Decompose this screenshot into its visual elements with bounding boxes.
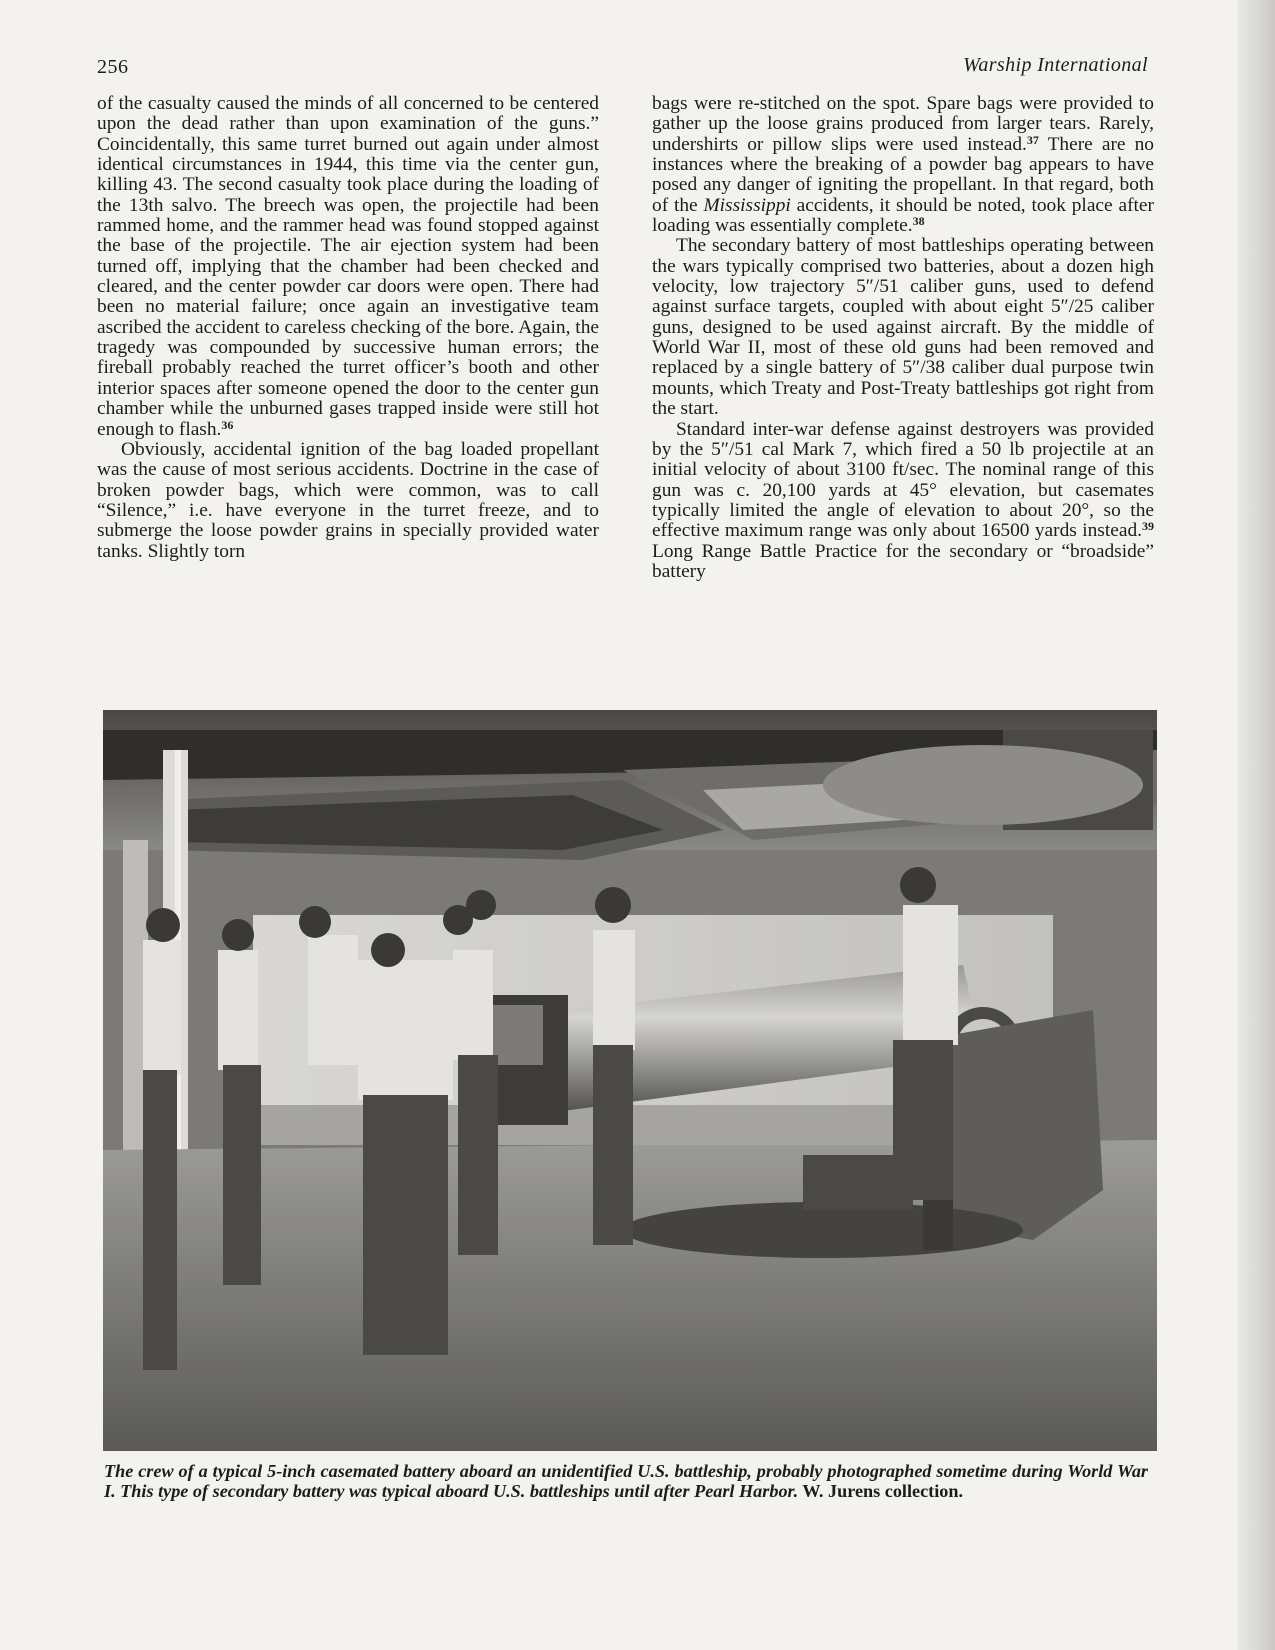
body-text: Long Range Battle Practice for the secondary or “broadside” battery <box>652 540 1154 582</box>
photo-credit: W. Jurens collection. <box>798 1481 964 1502</box>
figure-caption <box>104 1461 1148 1502</box>
journal-title: Warship International <box>963 54 1148 76</box>
footnote-marker: 38 <box>912 214 925 229</box>
body-text: of the casualty caused the minds of all concerned to be centered upon the dead rather than upon examination of the guns.” Coincidentally, this same turret burned out again under almost identical circumstances in 1944, this time via the center gun, killing 43. The second casualty took place during the loading of the 13th salvo. The breech was open, the projectile had been rammed home, and the rammer head was found stopped against the base of the projectile. The air ejection system had been turned off, implying that the chamber had been checked and cleared, and the center powder car doors were open. There had been no material failure; once again an investigative team ascribed the accident to careless checking of the bore. Again, the tragedy was compounded by successive human errors; the fireball probably reached the turret officer’s booth and other interior spaces after someone opened the door to the center gun chamber while the unburned gases trapped inside were still hot enough to flash. <box>97 93 599 440</box>
left-column-paragraph <box>97 440 599 562</box>
body-text: Mississippi <box>703 194 791 216</box>
right-text-column <box>652 94 1154 582</box>
right-column-paragraph <box>652 94 1154 236</box>
body-text: Obviously, accidental ignition of the bag loaded propellant was the cause of most serious accidents. Doctrine in the case of broken powder bags, which were common, was to call “Silence,” i.e. have everyone in the turret freeze, and to submerge the loose powder grains in specially provided water tanks. Slightly torn <box>97 438 599 562</box>
battleship-crew-photograph <box>103 710 1157 1451</box>
footnote-marker: 39 <box>1142 519 1154 534</box>
body-text: The secondary battery of most battleships operating between the wars typically comprised two batteries, about a dozen high velocity, low trajectory 5″/51 caliber guns, used to defend against surface targets, coupled with about eight 5″/25 caliber guns, designed to be used against aircraft. By the middle of World War II, most of these old guns had been removed and replaced by a single battery of 5″/38 caliber dual purpose twin mounts, which Treaty and Post-Treaty battleships got right from the start. <box>652 235 1154 420</box>
left-column-paragraph <box>97 94 599 440</box>
caption-text: The crew of a typical 5-inch casemated battery aboard an unidentified U.S. battleship, probably photographed sometime during World War I. This type of secondary battery was typical aboard U.S. battleships until after Pearl Harbor. <box>104 1461 1148 1502</box>
right-column-paragraph <box>652 420 1154 583</box>
right-column-paragraph <box>652 236 1154 419</box>
body-text: bags were re-stitched on the spot. Spare bags were provided to gather up the loose grains produced from larger tears. Rarely, undershirts or pillow slips were used instead. <box>652 93 1154 155</box>
footnote-marker: 36 <box>221 417 234 432</box>
body-text: accidents, it should be noted, took place after loading was essentially complete. <box>652 194 1154 237</box>
page-number: 256 <box>97 56 129 78</box>
left-text-column <box>97 94 599 562</box>
footnote-marker: 37 <box>1026 132 1039 147</box>
body-text: Standard inter-war defense against destroyers was provided by the 5″/51 cal Mark 7, which fired a 50 lb projectile at an initial velocity of about 3100 ft/sec. The nominal range of this gun was c. 20,100 yards at 45° elevation, but casemates typically limited the angle of elevation to about 20°, so the effective maximum range was only about 16500 yards instead. <box>652 418 1154 542</box>
body-text: There are no instances where the breaking of a powder bag appears to have posed any danger of igniting the propellant. In that regard, both of the <box>652 133 1154 216</box>
casemate-gun-crew-image <box>103 710 1157 1451</box>
scanned-page-edge <box>1237 0 1275 1650</box>
